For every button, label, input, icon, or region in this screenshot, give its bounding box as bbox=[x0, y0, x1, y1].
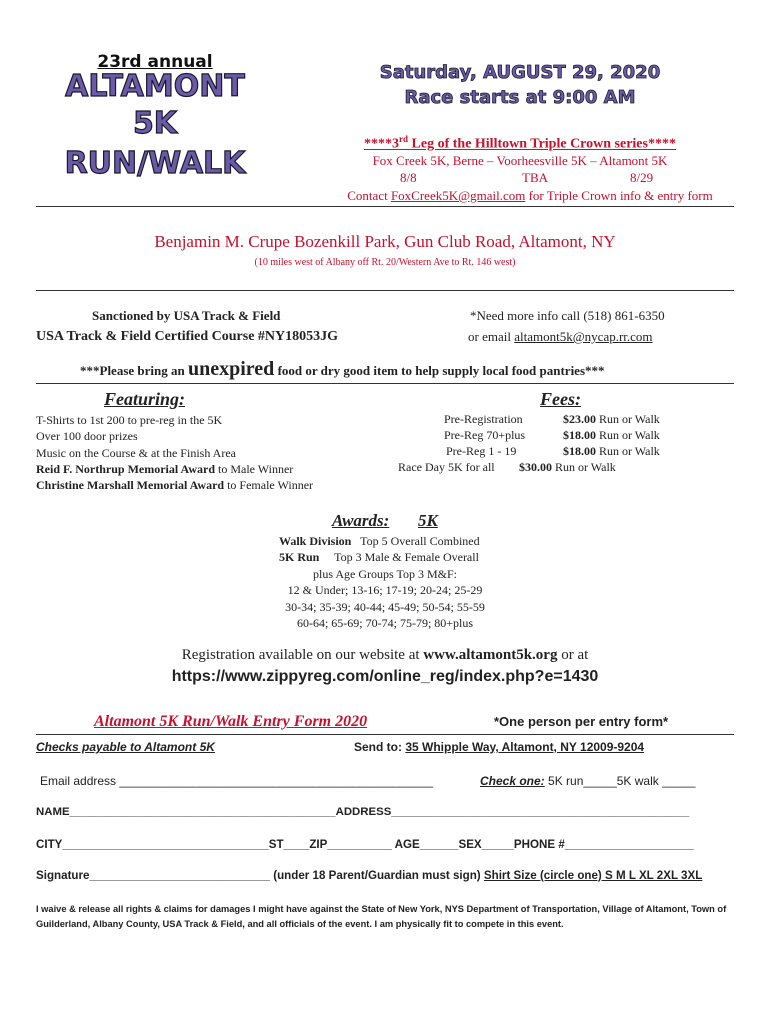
title-altamont: ALTAMONT bbox=[65, 69, 245, 104]
series-contact: Contact FoxCreek5K@gmail.com for Triple Crown info & entry form bbox=[347, 188, 713, 203]
check-one-field[interactable]: Check one: 5K run_____5K walk _____ bbox=[480, 774, 696, 788]
awards-heading: Awards: bbox=[332, 511, 390, 530]
send-to: Send to: 35 Whipple Way, Altamont, NY 12009-9204 bbox=[354, 740, 645, 754]
info-email: or email altamont5k@nycap.rr.com bbox=[468, 329, 653, 344]
website-link[interactable]: www.altamont5k.org bbox=[423, 647, 558, 663]
info-phone: *Need more info call (518) 861-6350 bbox=[470, 308, 665, 323]
signature-field[interactable]: Signature____________________________ (under 18 Parent/Guardian must sign) Shirt Size (circle one) S M L XL 2XL 3XL bbox=[36, 869, 703, 882]
fee-price: $23.00 Run or Walk bbox=[563, 412, 660, 426]
age-group-line: 12 & Under; 13-16; 17-19; 20-24; 25-29 bbox=[287, 583, 483, 598]
awards-age-groups: plus Age Groups Top 3 M&F: 12 & Under; 13-16; 17-19; 20-24; 25-29 30-34; 35-39; 40-44; 45-49; 50-54; 55-59 60-64; 65-69; 70-74; 75-79; 80+plus bbox=[235, 566, 535, 631]
series-title: ****3rd Leg of the Hilltown Triple Crown series**** bbox=[364, 134, 676, 152]
featuring-item: T-Shirts to 1st 200 to pre-reg in the 5K bbox=[36, 413, 223, 427]
series-date-2: TBA bbox=[522, 170, 548, 185]
featuring-award-male: Reid F. Northrup Memorial Award to Male Winner bbox=[36, 461, 294, 476]
fees-heading: Fees: bbox=[540, 389, 581, 409]
certified-course: USA Track & Field Certified Course #NY18053JG bbox=[36, 329, 339, 344]
title-5k: 5K bbox=[132, 106, 178, 141]
divider bbox=[36, 206, 734, 207]
fee-row: Pre-Registration bbox=[444, 412, 523, 426]
fee-price: $30.00 Run or Walk bbox=[519, 460, 616, 474]
sanction-line: Sanctioned by USA Track & Field bbox=[92, 308, 281, 323]
registration-line: Registration available on our website at www.altamont5k.org or at bbox=[181, 647, 589, 663]
title-run-walk: RUN/WALK bbox=[64, 146, 246, 181]
race-date: Saturday, AUGUST 29, 2020 bbox=[379, 62, 661, 83]
fee-row: Pre-Reg 70+plus bbox=[444, 428, 526, 442]
series-date-1: 8/8 bbox=[400, 170, 417, 185]
entry-form-title: Altamont 5K Run/Walk Entry Form 2020 bbox=[94, 713, 368, 730]
awards-walk: Walk Division Top 5 Overall Combined bbox=[279, 534, 480, 548]
fee-row: Pre-Reg 1 - 19 bbox=[446, 444, 517, 458]
featuring-heading: Featuring: bbox=[104, 389, 186, 409]
awards-5k-heading: 5K bbox=[418, 511, 438, 530]
awards-run: 5K Run Top 3 Male & Female Overall bbox=[279, 550, 479, 564]
race-start-time: Race starts at 9:00 AM bbox=[404, 87, 636, 108]
city-state-zip-field[interactable]: CITY________________________________ST____ZIP__________ AGE______SEX_____PHONE #____________________ bbox=[36, 838, 694, 851]
series-contact-email-link[interactable]: FoxCreek5K@gmail.com bbox=[390, 188, 526, 203]
series-races: Fox Creek 5K, Berne – Voorheesville 5K – Altamont 5K bbox=[372, 153, 668, 168]
checks-payable: Checks payable to Altamont 5K bbox=[36, 740, 215, 754]
age-group-line: 60-64; 65-69; 70-74; 75-79; 80+plus bbox=[296, 615, 474, 630]
divider bbox=[36, 734, 734, 735]
fee-price: $18.00 Run or Walk bbox=[563, 444, 660, 458]
series-date-3: 8/29 bbox=[630, 170, 654, 185]
zippyreg-link[interactable]: https://www.zippyreg.com/online_reg/index.php?e=1430 bbox=[171, 668, 599, 685]
annual-label: 23rd annual bbox=[97, 52, 213, 72]
fee-row: Race Day 5K for all bbox=[398, 460, 495, 474]
featuring-list bbox=[36, 412, 313, 493]
name-address-field[interactable]: NAME__________________________________________ADDRESS_______________________________________________ bbox=[36, 806, 690, 818]
email-address-field[interactable]: Email address _______________________________________________ bbox=[40, 774, 434, 788]
featuring-item: Music on the Course & at the Finish Area bbox=[36, 445, 236, 460]
park-location: Benjamin M. Crupe Bozenkill Park, Gun Club Road, Altamont, NY bbox=[154, 232, 616, 251]
waiver-text: I waive & release all rights & claims for damages I might have against the State of New York, NYS Department of Transportation, Village of Altamont, Town of Guilderland, Albany County, USA Track & Field, and all officials of the event. I am physically fit to compete in this event. bbox=[36, 904, 727, 929]
divider bbox=[36, 383, 734, 384]
shirt-size-field[interactable]: Shirt Size (circle one) S M L XL 2XL 3XL bbox=[483, 869, 703, 882]
one-person-note: *One person per entry form* bbox=[494, 714, 669, 729]
park-directions: (10 miles west of Albany off Rt. 20/Western Ave to Rt. 146 west) bbox=[254, 257, 516, 268]
title-block bbox=[40, 52, 270, 184]
age-group-line: 30-34; 35-39; 40-44; 45-49; 50-54; 55-59 bbox=[285, 599, 485, 614]
info-email-link[interactable]: altamont5k@nycap.rr.com bbox=[514, 329, 653, 344]
divider bbox=[36, 290, 734, 291]
featuring-award-female: Christine Marshall Memorial Award to Female Winner bbox=[36, 478, 314, 493]
fee-price: $18.00 Run or Walk bbox=[563, 428, 660, 442]
pantry-notice: ***Please bring an unexpired food or dry good item to help supply local food pantries*** bbox=[80, 358, 605, 380]
featuring-item: Over 100 door prizes bbox=[36, 429, 138, 444]
